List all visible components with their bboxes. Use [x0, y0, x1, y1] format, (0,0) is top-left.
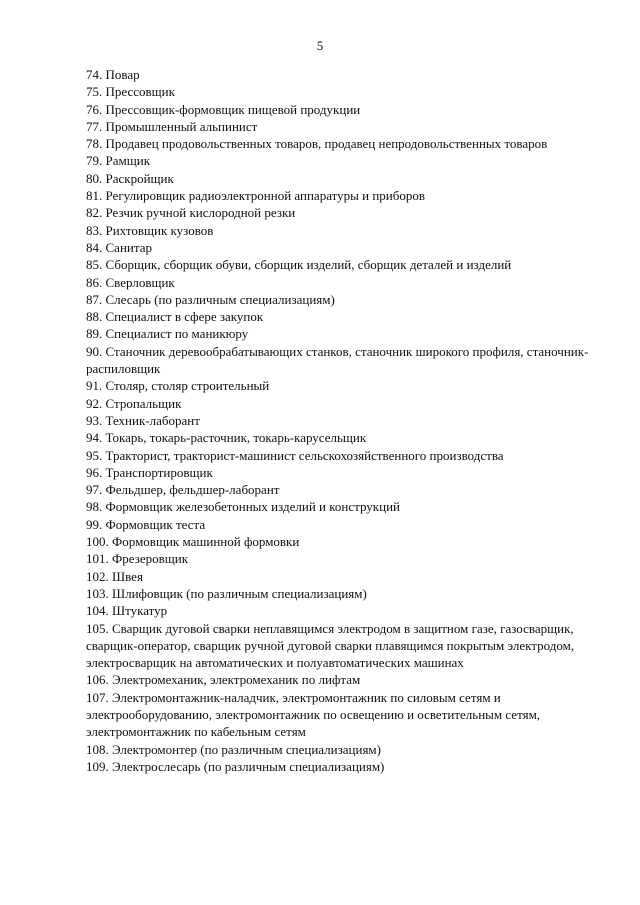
list-item: 74. Повар — [86, 67, 140, 82]
list-item: 102. Швея — [86, 568, 143, 584]
list-item: 87. Слесарь (по различным специализациям) — [86, 291, 335, 307]
list-item: 75. Прессовщик — [86, 84, 175, 100]
list-item: 89. Специалист по маникюру — [86, 326, 249, 342]
list-item: 106. Электромеханик, электромеханик по лифтам — [86, 672, 361, 688]
list-item: 93. Техник-лаборант — [86, 412, 200, 428]
list-item: 86. Сверловщик — [86, 274, 175, 290]
list-item: 85. Сборщик, сборщик обуви, сборщик изделий, сборщик деталей и изделий — [86, 257, 512, 273]
list-item: 78. Продавец продовольственных товаров, продавец непродовольственных товаров — [86, 136, 548, 152]
profession-list — [86, 66, 614, 775]
list-item: 107. Электромонтажник-наладчик, электромонтажник по силовым сетям и электрооборудованию, электромонтажник по освещению и осветительным сетям, электромонтажник по кабельным сетям — [86, 689, 541, 740]
list-item: 91. Столяр, столяр строительный — [86, 378, 270, 394]
list-item: 100. Формовщик машинной формовки — [86, 534, 300, 550]
page-number: 5 — [316, 38, 324, 53]
list-item: 84. Санитар — [86, 239, 152, 255]
list-item: 82. Резчик ручной кислородной резки — [86, 205, 296, 221]
list-item: 90. Станочник деревообрабатывающих станков, станочник широкого профиля, станочник-распиловщик — [86, 343, 589, 377]
list-item: 105. Сварщик дуговой сварки неплавящимся электродом в защитном газе, газосварщик, сварщик-оператор, сварщик ручной дуговой сварки плавящимся покрытым электродом, электросварщик на автоматических и полуавтоматических машинах — [86, 620, 575, 671]
list-item: 103. Шлифовщик (по различным специализациям) — [86, 585, 367, 601]
list-item: 83. Рихтовщик кузовов — [86, 222, 214, 238]
list-item: 108. Электромонтер (по различным специализациям) — [86, 741, 381, 757]
list-item: 92. Стропальщик — [86, 395, 182, 411]
list-item: 104. Штукатур — [86, 603, 168, 619]
list-item: 101. Фрезеровщик — [86, 551, 189, 567]
list-item: 76. Прессовщик-формовщик пищевой продукции — [86, 101, 361, 117]
list-item: 99. Формовщик теста — [86, 516, 206, 532]
list-item: 109. Электрослесарь (по различным специализациям) — [86, 758, 385, 774]
list-item: 96. Транспортировщик — [86, 464, 213, 480]
list-item: 81. Регулировщик радиоэлектронной аппаратуры и приборов — [86, 188, 425, 204]
list-item: 98. Формовщик железобетонных изделий и конструкций — [86, 499, 400, 515]
list-item: 88. Специалист в сфере закупок — [86, 309, 264, 325]
list-item: 95. Тракторист, тракторист-машинист сельскохозяйственного производства — [86, 447, 504, 463]
list-item: 79. Рамщик — [86, 153, 151, 169]
list-item: 80. Раскройщик — [86, 170, 174, 186]
list-item: 97. Фельдшер, фельдшер-лаборант — [86, 482, 280, 498]
list-item: 77. Промышленный альпинист — [86, 118, 258, 134]
list-item: 94. Токарь, токарь-расточник, токарь-карусельщик — [86, 430, 367, 446]
